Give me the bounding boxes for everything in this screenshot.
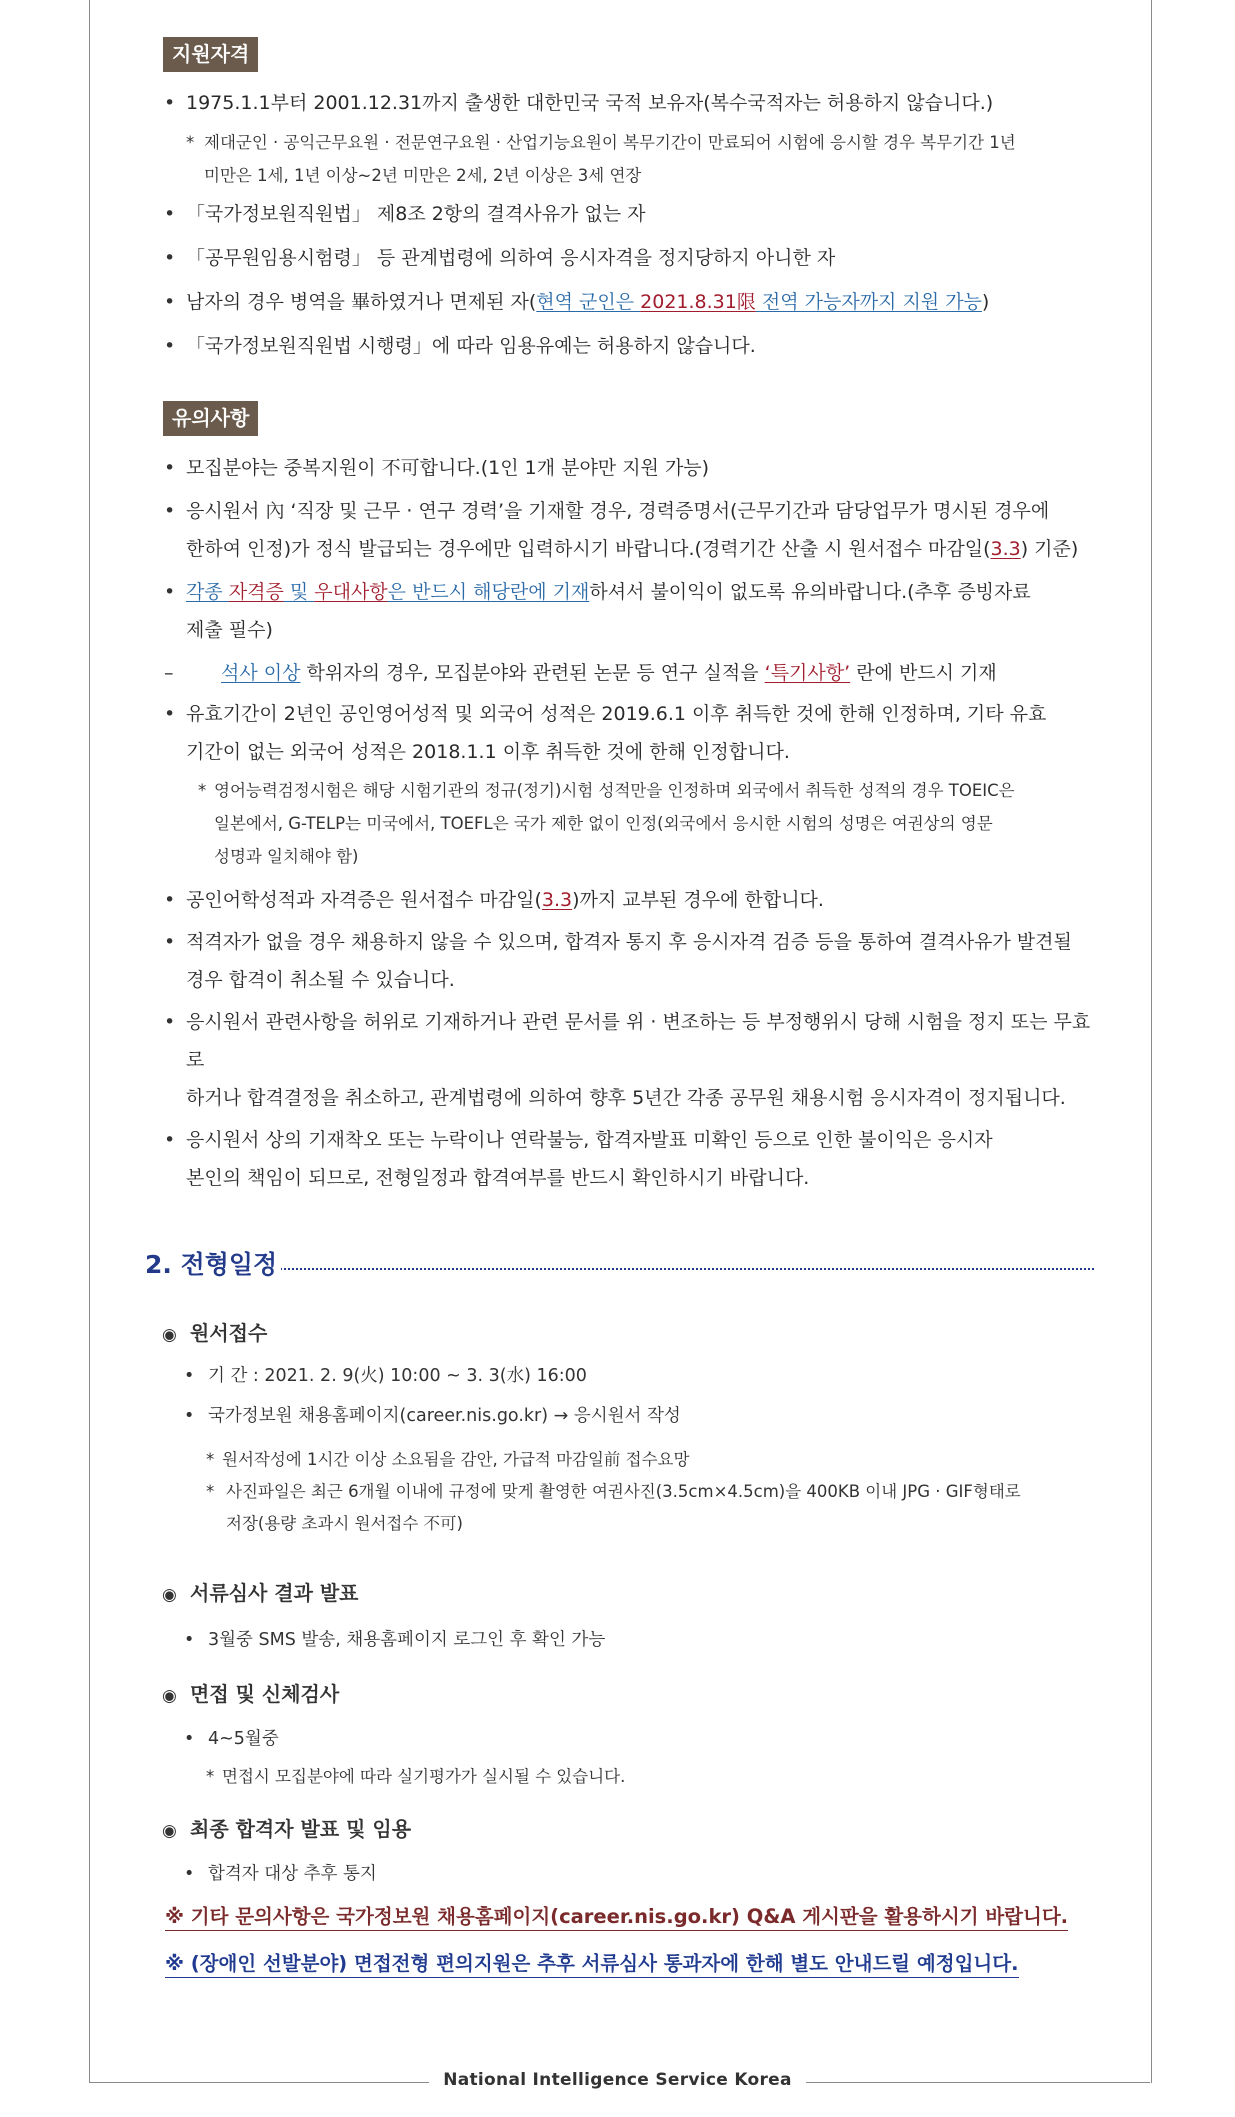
- page-title: 2. 전형일정: [145, 1245, 281, 1281]
- list-item: [164, 923, 1094, 999]
- language-note: [164, 774, 1094, 873]
- list-item: [164, 573, 1094, 649]
- military-highlight: 전역 가능자까지 지원 가능: [755, 291, 982, 313]
- list-item: • 국가정보원 채용홈페이지(career.nis.go.kr) → 응시원서 작성: [162, 1396, 1092, 1436]
- note-mark: *: [206, 1767, 215, 1786]
- note-line: 면접시 모집분야에 따라 실기평가가 실시될 수 있습니다.: [222, 1767, 626, 1786]
- list-item: [164, 881, 1094, 919]
- highlight: 각종: [186, 581, 229, 603]
- schedule-section-interview: [162, 1679, 1092, 1793]
- schedule-section-document-review: [162, 1578, 1092, 1660]
- schedule-section-application: [162, 1318, 1092, 1540]
- item-line: • 적격자가 없을 경우 채용하지 않을 수 있으며, 합격자 통지 후 응시자격 검증 등을 통하여 결격사유가 발견될: [186, 931, 1072, 953]
- note-line: 제대군인 · 공익근무요원 · 전문연구요원 · 산업기능요원이 복무기간이 만료되어 시험에 응시할 경우 복무기간 1년: [204, 133, 1016, 152]
- text: 학위자의 경우, 모집분야와 관련된 논문 등 연구 실적을: [300, 662, 765, 684]
- list-item: • 「국가정보원직원법」 제8조 2항의 결격사유가 없는 자: [164, 195, 1094, 233]
- schedule-section-final: [162, 1814, 1092, 1894]
- section-title: [162, 1814, 1092, 1846]
- list-item: • 4~5월중: [162, 1719, 1092, 1759]
- list-item: [164, 1003, 1094, 1117]
- note-line: 영어능력검정시험은 해당 시험기관의 정규(정기)시험 성적만을 인정하며 외국에서 취득한 성적의 경우 TOEIC은: [214, 781, 1015, 800]
- section-title-text: 서류심사 결과 발표: [190, 1581, 359, 1605]
- deadline-date: 3.3: [990, 538, 1021, 560]
- list-item: [164, 695, 1094, 771]
- highlight: 석사 이상: [221, 662, 301, 684]
- section-title: [162, 1578, 1092, 1610]
- footer-label: National Intelligence Service Korea: [429, 2070, 806, 2090]
- text: ) 기준): [1020, 538, 1079, 560]
- final-note-text: ※ (장애인 선발분야) 면접전형 편의지원은 추후 서류심사 통과자에 한해 별도 안내드릴 예정입니다.: [165, 1952, 1019, 1978]
- highlight-red: ‘특기사항’: [764, 662, 851, 684]
- text: 하셔서 불이익이 없도록 유의바랍니다.(추후 증빙자료: [589, 581, 1031, 603]
- item-line: 하거나 합격결정을 취소하고, 관계법령에 의하여 향후 5년간 각종 공무원 채용시험 응시자격이 정지됩니다.: [186, 1087, 1066, 1109]
- list-item: • 3월중 SMS 발송, 채용홈페이지 로그인 후 확인 가능: [162, 1620, 1092, 1660]
- highlight-red: 우대사항: [314, 581, 388, 603]
- item-line: • 유효기간이 2년인 공인영어성적 및 외국어 성적은 2019.6.1 이후 취득한 것에 한해 인정하며, 기타 유효: [186, 703, 1047, 725]
- item-line: • 응시원서 상의 기재착오 또는 누락이나 연락불능, 합격자발표 미확인 등으로 인한 불이익은 응시자: [186, 1129, 993, 1151]
- item-line: • 응시원서 관련사항을 허위로 기재하거나 관련 문서를 위 · 변조하는 등 부정행위시 당해 시험을 정지 또는 무효로: [186, 1011, 1091, 1071]
- notes-tag: 유의사항: [163, 401, 258, 436]
- text: 공인어학성적과 자격증은 원서접수 마감일(: [186, 889, 542, 911]
- note: [162, 1444, 1092, 1476]
- bullet-circle-icon: ◉: [162, 1686, 177, 1706]
- list-item: • 모집분야는 중복지원이 不可합니다.(1인 1개 분야만 지원 가능): [164, 449, 1094, 487]
- military-text: 남자의 경우 병역을 畢하였거나 면제된 자(: [186, 291, 537, 313]
- list-item: [164, 1121, 1094, 1197]
- text: 한하여 인정)가 정식 발급되는 경우에만 입력하시기 바랍니다.(경력기간 산출 시 원서접수 마감일(: [186, 538, 991, 560]
- note: [162, 1761, 1092, 1793]
- military-close: ): [981, 291, 990, 313]
- list-item-dash: [164, 654, 1094, 692]
- bullet-circle-icon: ◉: [162, 1585, 177, 1605]
- military-date: 2021.8.31限: [640, 291, 756, 313]
- note-line: 저장(용량 초과시 원서접수 不可): [226, 1514, 463, 1533]
- note-line: 일본에서, G-TELP는 미국에서, TOEFL은 국가 제한 없이 인정(외국에서 응시한 시험의 성명은 여권상의 영문: [214, 814, 993, 833]
- list-item: • 「국가정보원직원법 시행령」에 따라 임용유예는 허용하지 않습니다.: [164, 327, 1094, 365]
- qualifications-tag: 지원자격: [163, 37, 258, 72]
- item-line: 경우 합격이 취소될 수 있습니다.: [186, 969, 455, 991]
- qualifications-list: [164, 84, 1094, 365]
- highlight: 및: [283, 581, 315, 603]
- list-item: • 「공무원임용시험령」 등 관계법령에 의하여 응시자격을 정지당하지 아니한 자: [164, 239, 1094, 277]
- note: [162, 1476, 1092, 1540]
- list-item: • 1975.1.1부터 2001.12.31까지 출생한 대한민국 국적 보유자(복수국적자는 허용하지 않습니다.): [164, 84, 1094, 122]
- section-title-text: 면접 및 신체검사: [190, 1682, 340, 1706]
- bullet-circle-icon: ◉: [162, 1821, 177, 1841]
- highlight: 은 반드시 해당란에 기재: [387, 581, 590, 603]
- final-note-disability: [165, 1948, 1019, 1976]
- section-title-text: 원서접수: [190, 1321, 268, 1345]
- final-note-inquiry: [165, 1901, 1068, 1929]
- note-mark: *: [206, 1482, 215, 1501]
- section-title: [162, 1679, 1092, 1711]
- item-line: • 응시원서 內 ‘직장 및 근무 · 연구 경력’을 기재할 경우, 경력증명서(근무기간과 담당업무가 명시된 경우에: [186, 500, 1050, 522]
- text: 란에 반드시 기재: [850, 662, 997, 684]
- section-title: [162, 1318, 1092, 1350]
- item-line: 제출 필수): [186, 619, 273, 641]
- item-line: [186, 530, 1094, 568]
- note-line: 미만은 1세, 1년 이상~2년 미만은 2세, 2년 이상은 3세 연장: [204, 166, 642, 185]
- final-note-text: ※ 기타 문의사항은 국가정보원 채용홈페이지(career.nis.go.kr) Q&A 게시판을 활용하시기 바랍니다.: [165, 1905, 1068, 1931]
- note-mark: *: [206, 1450, 215, 1469]
- highlight-red: 자격증: [228, 581, 284, 603]
- note-mark: *: [186, 133, 195, 152]
- list-item: [164, 492, 1094, 568]
- heading-dots: [145, 1268, 1094, 1270]
- list-item: • 합격자 대상 추후 통지: [162, 1854, 1092, 1894]
- bullet-circle-icon: ◉: [162, 1325, 177, 1345]
- schedule-heading: [145, 1245, 1094, 1279]
- item-line: 본인의 책임이 되므로, 전형일정과 합격여부를 반드시 확인하시기 바랍니다.: [186, 1167, 810, 1189]
- note-line: 성명과 일치해야 함): [214, 847, 359, 866]
- list-item: • 기 간 : 2021. 2. 9(火) 10:00 ~ 3. 3(水) 16:00: [162, 1356, 1092, 1396]
- list-item-military: [164, 283, 1094, 321]
- note-mark: *: [198, 781, 207, 800]
- notes-list: [164, 449, 1094, 1197]
- note-line: 원서작성에 1시간 이상 소요됨을 감안, 가급적 마감일前 접수요망: [222, 1450, 690, 1469]
- note-line: 사진파일은 최근 6개월 이내에 규정에 맞게 촬영한 여권사진(3.5cm×4.5cm)을 400KB 이내 JPG · GIF형태로: [226, 1482, 1021, 1501]
- deadline-date: 3.3: [541, 889, 573, 911]
- text: )까지 교부된 경우에 한합니다.: [572, 889, 824, 911]
- military-highlight: 현역 군인은: [536, 291, 641, 313]
- item-line: 기간이 없는 외국어 성적은 2018.1.1 이후 취득한 것에 한해 인정합니다.: [186, 741, 790, 763]
- section-title-text: 최종 합격자 발표 및 임용: [190, 1817, 412, 1841]
- footer: [0, 2070, 1235, 2090]
- item-line: [186, 573, 1094, 611]
- qualifications-note: [164, 126, 1094, 192]
